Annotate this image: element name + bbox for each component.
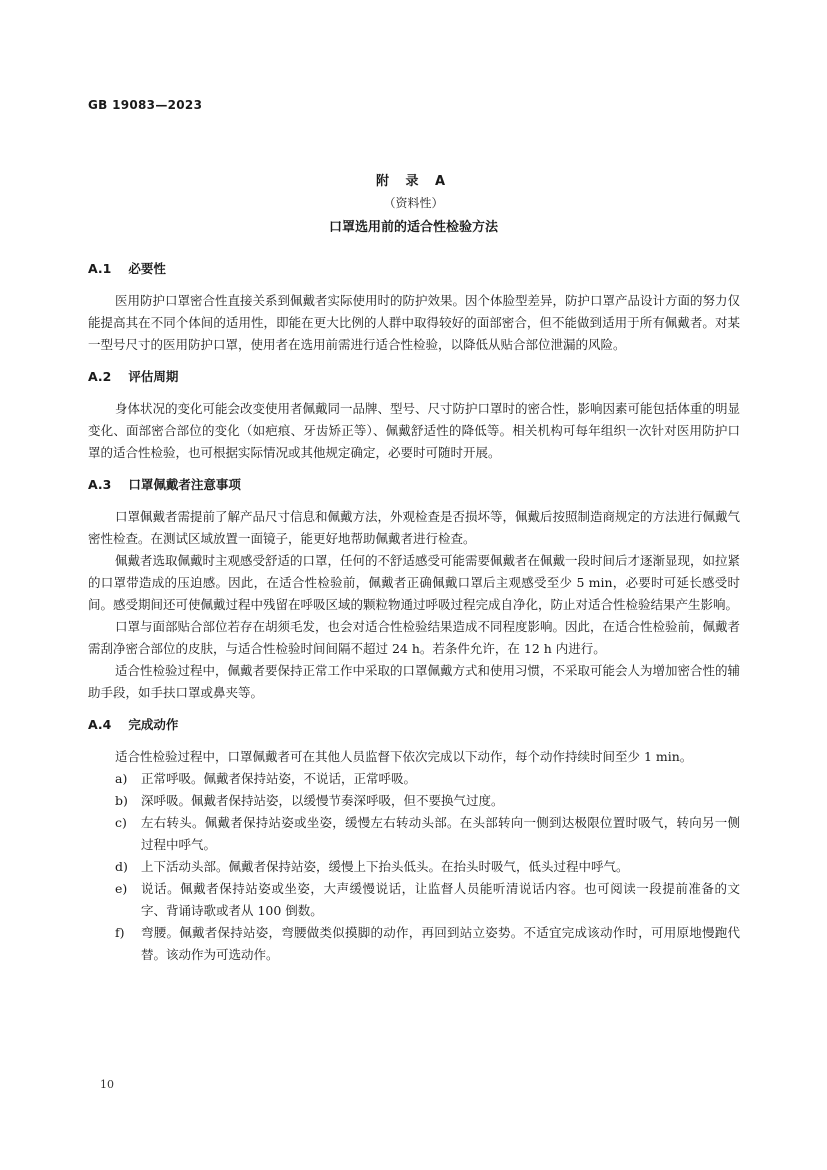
list-text: 左右转头。佩戴者保持站姿或坐姿，缓慢左右转动头部。在头部转向一侧到达极限位置时吸气，转向另一侧过程中呼气。 [141,815,740,852]
list-text: 上下活动头部。佩戴者保持站姿，缓慢上下抬头低头。在抬头时吸气，低头过程中呼气。 [141,859,629,874]
list-label: d) [115,859,128,874]
page-number: 10 [100,1078,114,1091]
section-heading-a4 [88,714,740,736]
paragraph: 医用防护口罩密合性直接关系到佩戴者实际使用时的防护效果。因个体脸型差异，防护口罩产品设计方面的努力仅能提高其在不同个体间的适用性，即能在更大比例的人群中取得较好的面部密合，但不能做到适用于所有佩戴者。对某一型号尺寸的医用防护口罩，使用者在选用前需进行适合性检验，以降低从贴合部位泄漏的风险。 [88,293,741,352]
section-number: A.1 [88,261,112,276]
list-item [115,812,740,856]
section-title: 评估周期 [128,369,179,384]
document-body [88,258,740,966]
appendix-name: 口罩选用前的适合性检验方法 [328,220,498,235]
list-item [115,768,740,790]
list-item [115,878,740,922]
section-title: 口罩佩戴者注意事项 [128,477,241,492]
section-title: 必要性 [128,261,166,276]
paragraph: 身体状况的变化可能会改变使用者佩戴同一品牌、型号、尺寸防护口罩时的密合性，影响因素可能包括体重的明显变化、面部密合部位的变化（如疤痕、牙齿矫正等）、佩戴舒适性的降低等。相关机构可每年组织一次针对医用防护口罩的适合性检验，也可根据实际情况或其他规定确定，必要时可随时开展。 [88,401,741,460]
list-label: f) [115,925,125,940]
list-item [115,922,740,966]
list-label: c) [115,815,127,830]
list-text: 深呼吸。佩戴者保持站姿，以缓慢节奏深呼吸，但不要换气过度。 [141,793,504,808]
paragraph: 口罩与面部贴合部位若存在胡须毛发，也会对适合性检验结果造成不同程度影响。因此，在适合性检验前，佩戴者需刮净密合部位的皮肤，与适合性检验时间间隔不超过 24 h。若条件允许，在 12 h 内进行。 [88,619,741,656]
appendix-nature: （资料性） [383,196,444,210]
section-number: A.3 [88,477,112,492]
list-text: 正常呼吸。佩戴者保持站姿，不说话，正常呼吸。 [141,771,417,786]
list-text: 说话。佩戴者保持站姿或坐姿，大声缓慢说话，让监督人员能听清说话内容。也可阅读一段提前准备的文字、背诵诗歌或者从 100 倒数。 [141,881,740,918]
list-label: a) [115,771,128,786]
section-heading-a2 [88,366,740,388]
paragraph: 口罩佩戴者需提前了解产品尺寸信息和佩戴方法，外观检查是否损坏等，佩戴后按照制造商规定的方法进行佩戴气密性检查。在测试区域放置一面镜子，能更好地帮助佩戴者进行检查。 [88,509,741,546]
section-heading-a1 [88,258,740,280]
paragraph: 适合性检验过程中，口罩佩戴者可在其他人员监督下依次完成以下动作，每个动作持续时间至少 1 min。 [115,749,693,764]
section-heading-a3 [88,474,740,496]
list-text: 弯腰。佩戴者保持站姿，弯腰做类似摸脚的动作，再回到站立姿势。不适宜完成该动作时，可用原地慢跑代替。该动作为可选动作。 [141,925,740,962]
section-title: 完成动作 [128,717,179,732]
paragraph: 适合性检验过程中，佩戴者要保持正常工作中采取的口罩佩戴方式和使用习惯，不采取可能会人为增加密合性的辅助手段，如手扶口罩或鼻夹等。 [88,663,741,700]
section-number: A.2 [88,369,112,384]
list-label: b) [115,793,128,808]
paragraph: 佩戴者选取佩戴时主观感受舒适的口罩，任何的不舒适感受可能需要佩戴者在佩戴一段时间后才逐渐显现，如拉紧的口罩带造成的压迫感。因此，在适合性检验前，佩戴者正确佩戴口罩后主观感受至少 5 min，必要时可延长感受时间。感受期间还可使佩戴过程中残留在呼吸区域的颗粒物通过呼吸过程完成自净化，防止对适合性检验结果产生影响。 [88,553,741,612]
section-number: A.4 [88,717,112,732]
appendix-title: 附 录 A [375,174,452,189]
standard-number: GB 19083—2023 [88,98,203,112]
list-item [115,856,740,878]
list-item [115,790,740,812]
list-label: e) [115,881,128,896]
